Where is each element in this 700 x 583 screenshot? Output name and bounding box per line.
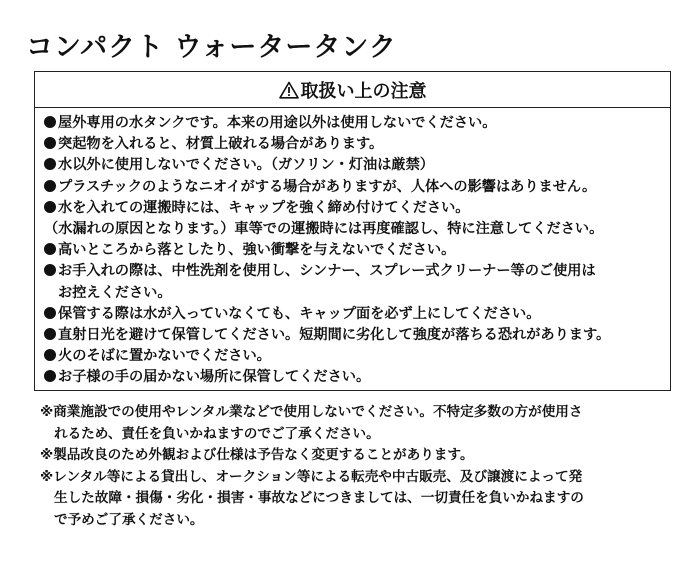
precaution-item: 高いところから落としたり、強い衝撃を与えないでください。	[44, 240, 670, 261]
bullet-icon	[44, 201, 56, 213]
page-title: コンパクト ウォータータンク	[26, 32, 397, 63]
precaution-item-continued: （水漏れの原因となります。）車等での運搬時には再度確認し、特に注意してください。	[44, 221, 604, 238]
footnote-continued: で予めご了承ください。	[54, 511, 204, 528]
bullet-icon	[44, 328, 56, 340]
footnote-continued: 生した故障・損傷・劣化・損害・事故などにつきましては、一切責任を負いかねますの	[54, 490, 584, 507]
precaution-item: 水を入れての運搬時には、キャップを強く締め付けてください。	[44, 198, 670, 219]
precautions-header	[35, 72, 670, 108]
footnote: ※レンタル等による貸出し、オークション等による転売や中古販売、及び譲渡によって発	[40, 468, 583, 485]
bullet-icon	[44, 137, 56, 149]
precaution-item: 屋外専用の水タンクです。本来の用途以外は使用しないでください。	[44, 113, 670, 134]
footnote: ※製品改良のため外観および仕様は予告なく変更することがあります。	[40, 447, 474, 464]
precaution-item: 水以外に使用しないでください。（ガソリン・灯油は厳禁）	[44, 155, 670, 176]
footnotes	[40, 402, 680, 532]
precaution-item: お子様の手の届かない場所に保管してください。	[44, 367, 670, 388]
warning-triangle-icon	[279, 81, 299, 99]
precautions-list	[35, 108, 670, 389]
precaution-item: 火のそばに置かないでください。	[44, 346, 670, 367]
bullet-icon	[44, 370, 56, 382]
bullet-icon	[44, 264, 56, 276]
precaution-item: お手入れの際は、中性洗剤を使用し、シンナー、スプレー式クリーナー等のご使用は	[44, 261, 670, 282]
handling-precautions-box	[34, 71, 671, 391]
footnote-continued: れるため、責任を負いかねますのでご了承ください。	[54, 425, 380, 442]
bullet-icon	[44, 180, 56, 192]
bullet-icon	[44, 349, 56, 361]
bullet-icon	[44, 158, 56, 170]
precaution-item-continued: お控えください。	[58, 284, 172, 301]
precaution-item: 直射日光を避けて保管してください。短期間に劣化して強度が落ちる恐れがあります。	[44, 325, 670, 346]
bullet-icon	[44, 307, 56, 319]
footnote: ※商業施設での使用やレンタル業などで使用しないでください。不特定多数の方が使用さ	[40, 404, 583, 420]
precautions-heading: 取扱い上の注意	[300, 80, 427, 102]
bullet-icon	[44, 116, 56, 128]
precaution-item: 保管する際は水が入っていなくても、キャップ面を必ず上にしてください。	[44, 304, 670, 325]
bullet-icon	[44, 243, 56, 255]
precaution-item: 突起物を入れると、材質上破れる場合があります。	[44, 134, 670, 155]
precaution-item: プラスチックのようなニオイがする場合がありますが、人体への影響はありません。	[44, 177, 670, 198]
